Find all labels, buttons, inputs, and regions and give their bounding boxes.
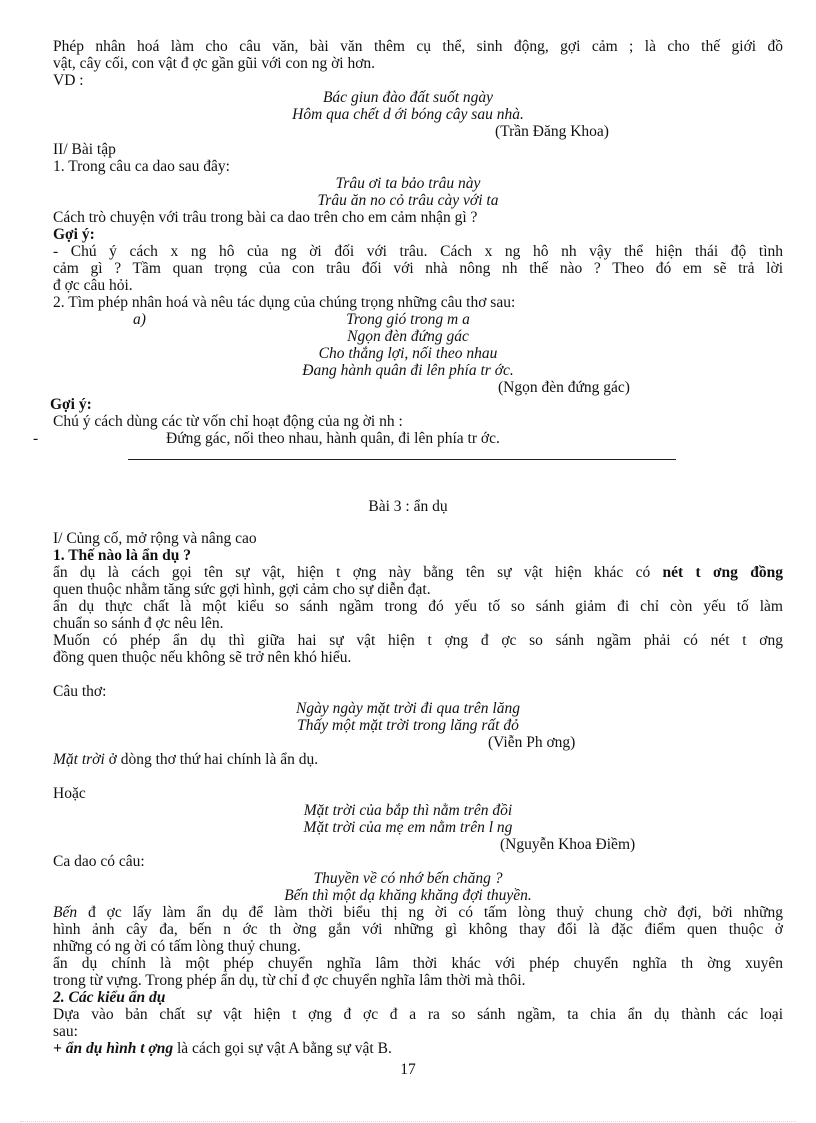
paragraph-line: đ ợc câu hỏi.: [53, 277, 133, 294]
poem-line: Trong gió trong m a: [346, 311, 470, 328]
paragraph-line: cảm gì ? Tầm quan trọng của con trâu đối với nhà nông nh thế nào ? Theo đó em sẽ trả lời: [53, 260, 783, 277]
poem-author: (Viễn Ph ơng): [488, 734, 576, 751]
section-heading: II/ Bài tập: [53, 141, 116, 158]
poem-line: Mặt trời của mẹ em nằm trên l ng: [303, 819, 513, 836]
example-label: VD :: [53, 72, 84, 89]
example-label: Ca dao có câu:: [53, 853, 145, 870]
paragraph-line: vật, cây cối, con vật đ ợc gần gũi với con ng ời hơn.: [53, 55, 376, 72]
page-bottom-border: [20, 1121, 796, 1122]
hint-label: Gợi ý:: [50, 396, 92, 413]
paragraph-line: ẩn dụ thực chất là một kiểu so sánh ngầm trong đó yếu tố so sánh giảm đi chỉ còn yếu tố làm: [53, 598, 783, 615]
paragraph-line: sau:: [53, 1023, 78, 1040]
subheading: 2. Các kiểu ẩn dụ: [53, 989, 166, 1006]
paragraph-line: Chú ý cách dùng các từ vốn chỉ hoạt động của ng ời nh :: [53, 413, 403, 430]
paragraph-line: ẩn dụ là cách gọi tên sự vật, hiện t ợng này bằng tên sự vật hiện khác có nét t ơng đồng: [53, 564, 783, 581]
poem-author: (Ngọn đèn đứng gác): [498, 379, 630, 396]
page-number: 17: [400, 1061, 416, 1078]
poem-line: Hôm qua chết d ới bóng cây sau nhà.: [292, 106, 524, 123]
poem-line: Cho thắng lợi, nối theo nhau: [318, 345, 498, 362]
question: 2. Tìm phép nhân hoá và nêu tác dụng của chúng trọng những câu thơ sau:: [53, 294, 516, 311]
poem-line: Đang hành quân đi lên phía tr ớc.: [302, 362, 514, 379]
list-item: + ẩn dụ hình t ợng là cách gọi sự vật A bằng sự vật B.: [53, 1040, 392, 1057]
paragraph-line: Bến đ ợc lấy làm ẩn dụ để làm thời biểu thị ng ời có tấm lòng thuỷ chung chờ đợi, bởi những: [53, 904, 783, 921]
poem-line: Ngày ngày mặt trời đi qua trên lăng: [296, 700, 520, 717]
paragraph-line: Dựa vào bản chất sự vật hiện t ợng đ ợc đ a ra so sánh ngầm, ta chia ẩn dụ thành các loại: [53, 1006, 783, 1023]
example-label: Câu thơ:: [53, 683, 107, 700]
section-heading: I/ Củng cố, mở rộng và nâng cao: [53, 530, 257, 547]
poem-line: Thuyền về có nhớ bến chăng ?: [313, 870, 503, 887]
paragraph-line: chuẩn so sánh đ ợc nêu lên.: [53, 615, 224, 632]
lesson-title: Bài 3 : ẩn dụ: [368, 498, 448, 515]
poem-author: (Nguyễn Khoa Điềm): [500, 836, 636, 853]
paragraph-line: quen thuộc nhằm tăng sức gợi hình, gợi cảm cho sự diễn đạt.: [53, 581, 431, 598]
poem-line: Bác giun đào đất suốt ngày: [322, 89, 494, 106]
poem-line: Ngọn đèn đứng gác: [347, 328, 469, 345]
list-item: Đứng gác, nối theo nhau, hành quân, đi lên phía tr ớc.: [166, 430, 500, 447]
question-text: Cách trò chuyện với trâu trong bài ca dao trên cho em cảm nhận gì ?: [53, 209, 478, 226]
paragraph-line: ẩn dụ chính là một phép chuyển nghĩa lâm thời khác với phép chuyển nghĩa th ờng xuyên: [53, 955, 783, 972]
paragraph-line: Mặt trời ở dòng thơ thứ hai chính là ẩn dụ.: [53, 751, 319, 768]
paragraph-line: Phép nhân hoá làm cho câu văn, bài văn thêm cụ thể, sinh động, gợi cảm ; là cho thế giới đồ: [53, 38, 783, 55]
paragraph-line: - Chú ý cách x ng hô của ng ời đối với trâu. Cách x ng hô nh vậy thể hiện thái độ tình: [53, 243, 783, 260]
poem-line: Trâu ơi ta bảo trâu này: [335, 175, 481, 192]
divider: [128, 459, 676, 460]
list-dash: -: [33, 430, 39, 447]
paragraph-line: đồng quen thuộc nếu không sẽ trở nên khó hiểu.: [53, 649, 352, 666]
subheading: 1. Thế nào là ẩn dụ ?: [53, 547, 191, 564]
paragraph-line: hình ảnh cây đa, bến n ớc th ờng gắn với những gì không thay đổi là đặc điểm quen thuộc ở: [53, 921, 783, 938]
poem-line: Mặt trời của bắp thì nằm trên đồi: [303, 802, 513, 819]
poem-line: Trâu ăn no cỏ trâu cày với ta: [317, 192, 499, 209]
paragraph-line: những có ng ời có tấm lòng thuỷ chung.: [53, 938, 301, 955]
example-label: Hoặc: [53, 785, 86, 802]
poem-line: Thấy một mặt trời trong lăng rất đỏ: [297, 717, 519, 734]
hint-label: Gợi ý:: [53, 226, 95, 243]
question: 1. Trong câu ca dao sau đây:: [53, 158, 230, 175]
item-marker: a): [133, 311, 146, 328]
paragraph-line: Muốn có phép ẩn dụ thì giữa hai sự vật hiện t ợng đ ợc so sánh ngầm phải có nét t ơng: [53, 632, 783, 649]
poem-line: Bến thì một dạ khăng khăng đợi thuyền.: [284, 887, 532, 904]
poem-author: (Trần Đăng Khoa): [495, 123, 609, 140]
paragraph-line: trong từ vựng. Trong phép ẩn dụ, từ chỉ đ ợc chuyển nghĩa lâm thời mà thôi.: [53, 972, 526, 989]
